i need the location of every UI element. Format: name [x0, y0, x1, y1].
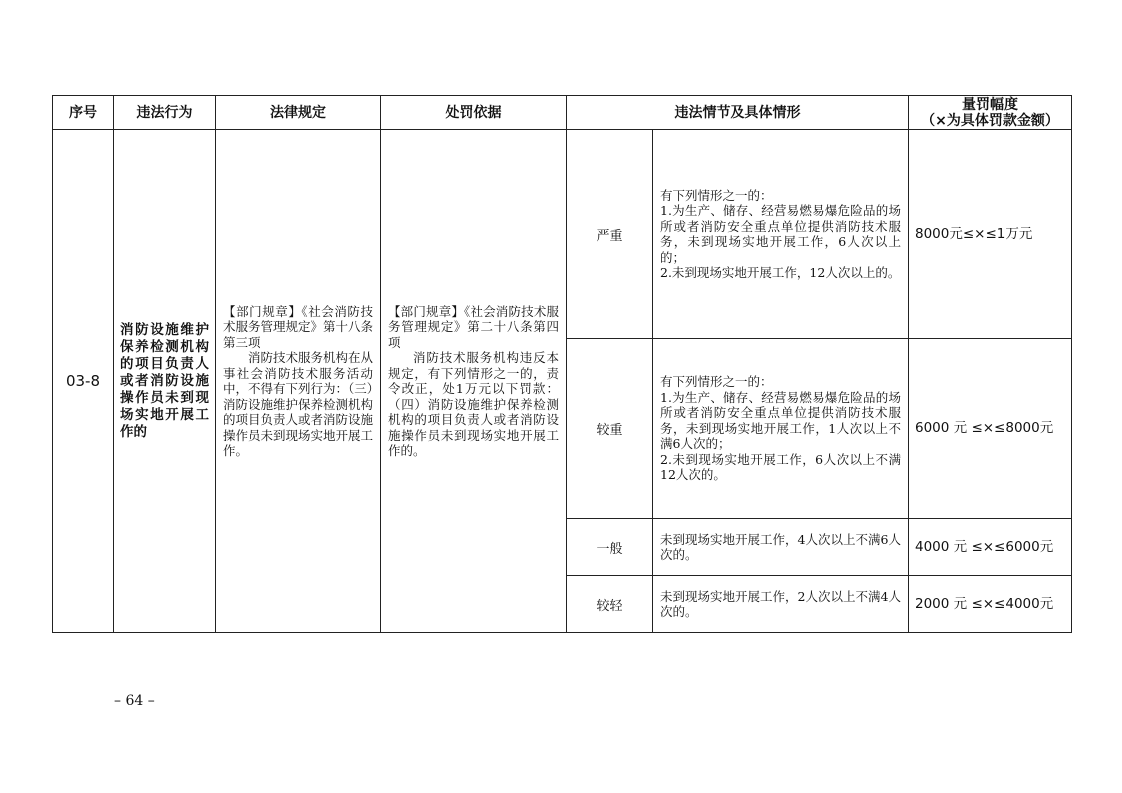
detail-serious: [653, 339, 909, 519]
penalty-table: [52, 95, 1072, 633]
detail-line: 有下列情形之一的：: [660, 374, 773, 390]
row-seq: 03-8: [53, 130, 114, 633]
detail-line: 未到现场实地开展工作，2人次以上不满4人次的。: [660, 588, 901, 619]
range-general: 4000 元 ≤×≤6000元: [909, 519, 1072, 576]
row-basis: [381, 130, 567, 633]
detail-line: 1.为生产、储存、经营易燃易爆危险品的场所或者消防安全重点单位提供消防技术服务，未到现场实地开展工作，6人次以上的；: [660, 203, 901, 265]
header-act: 违法行为: [114, 96, 216, 130]
header-basis: 处罚依据: [381, 96, 567, 130]
header-range-line1: 量罚幅度: [962, 96, 1018, 113]
detail-line: 2.未到现场实地开展工作，12人次以上的。: [660, 265, 901, 280]
header-seq: 序号: [53, 96, 114, 130]
row-act: 消防设施维护保养检测机构的项目负责人或者消防设施操作员未到现场实地开展工作的: [114, 130, 216, 633]
basis-text: 消防技术服务机构违反本规定，有下列情形之一的，责令改正，处1万元以下罚款：（四）消防设施维护保养检测机构的项目负责人或者消防设施操作员未到现场实地开展工作的。: [388, 350, 559, 458]
law-text: 消防技术服务机构在从事社会消防技术服务活动中，不得有下列行为：（三）消防设施维护保养检测机构的项目负责人或者消防设施操作员未到现场实地开展工作。: [223, 350, 374, 458]
level-general: 一般: [567, 519, 653, 576]
level-severe: 严重: [567, 130, 653, 339]
detail-general: [653, 519, 909, 576]
detail-line: 1.为生产、储存、经营易燃易爆危险品的场所或者消防安全重点单位提供消防技术服务，未到现场实地开展工作，1人次以上不满6人次的；: [660, 389, 901, 452]
level-serious: 较重: [567, 339, 653, 519]
row-law: [216, 130, 381, 633]
law-title: 【部门规章】《社会消防技术服务管理规定》第十八条第三项: [223, 303, 374, 350]
level-minor: 较轻: [567, 576, 653, 633]
header-law: 法律规定: [216, 96, 381, 130]
table-header-row: [53, 96, 1072, 130]
header-range-line2: （×为具体罚款金额）: [921, 112, 1059, 129]
range-minor: 2000 元 ≤×≤4000元: [909, 576, 1072, 633]
table-row-severe: [53, 130, 1072, 339]
detail-line: 有下列情形之一的：: [660, 187, 773, 203]
detail-severe: [653, 130, 909, 339]
basis-title: 【部门规章】《社会消防技术服务管理规定》第二十八条第四项: [388, 303, 559, 350]
page-number: – 64 –: [114, 693, 155, 709]
range-severe: 8000元≤×≤1万元: [909, 130, 1072, 339]
detail-line: 2.未到现场实地开展工作，6人次以上不满12人次的。: [660, 451, 901, 483]
header-circumstances: 违法情节及具体情形: [567, 96, 909, 130]
header-range: [909, 96, 1072, 130]
detail-minor: [653, 576, 909, 633]
detail-line: 未到现场实地开展工作，4人次以上不满6人次的。: [660, 531, 901, 562]
range-serious: 6000 元 ≤×≤8000元: [909, 339, 1072, 519]
